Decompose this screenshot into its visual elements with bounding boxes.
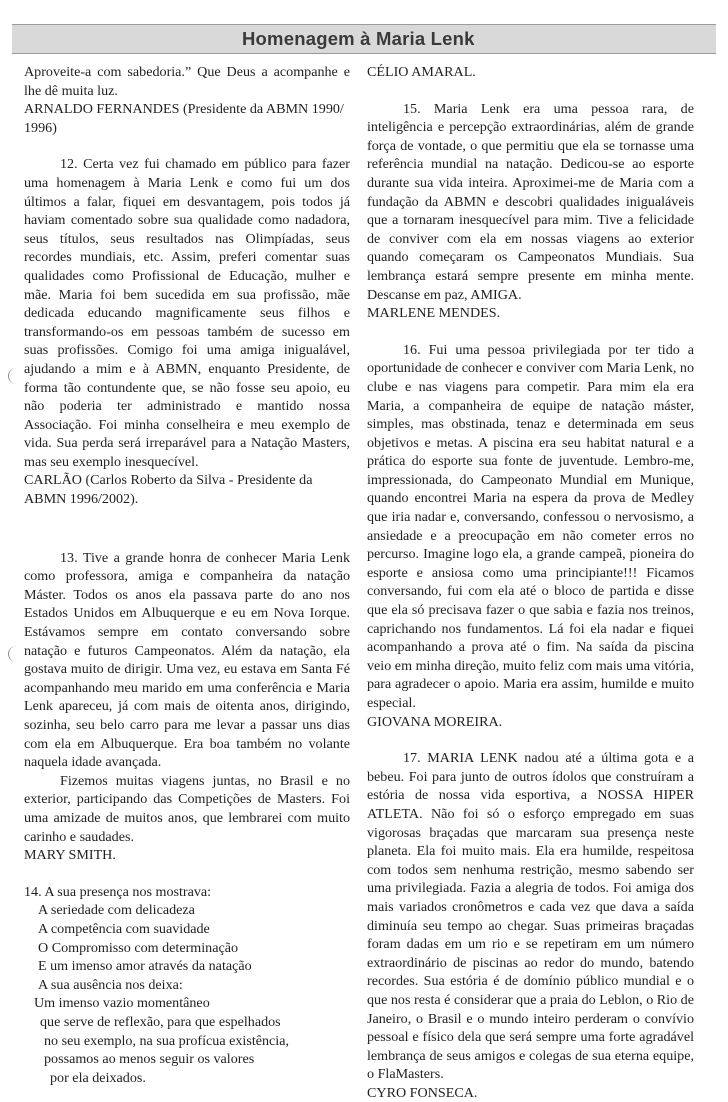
poem-line: Um imenso vazio momentâneo (34, 995, 210, 1012)
binding-mark (8, 368, 19, 384)
page-header (12, 24, 716, 54)
poem-line: O Compromisso com determinação (38, 939, 239, 956)
poem-line: que serve de reflexão, para que espelhados (40, 1013, 281, 1030)
tribute-16-signature: GIOVANA MOREIRA. (367, 713, 503, 730)
tribute-12-signature: CARLÃO (Carlos Roberto da Silva - Presidente da ABMN 1996/2002). (24, 472, 313, 508)
right-column (367, 63, 694, 1102)
tribute-15-text: 15. Maria Lenk era uma pessoa rara, de inteligência e percepção extraordinárias, além de grande força de vontade, o que permitiu que ela se tornasse uma referência mundial na natação. Dedicou-se ao esporte durante sua vida inteira. Aproximei-me de Maria com a fundação da ABMN e descobri qualidades inigualáveis que a tornaram inesquecível para mim. Tive a felicidade de conviver com ela em nossas viagens ao exterior quando começaram os Campeonatos Mundiais. Sua lembrança estará sempre presente em minha mente. Descanse em paz, AMIGA. (367, 100, 694, 303)
poem-line: E um imenso amor através da natação (38, 958, 252, 975)
tribute-14-poem (24, 883, 350, 1088)
poem-line: por ela deixados. (50, 1069, 146, 1086)
poem-line: A competência com suavidade (38, 920, 210, 937)
poem-line: possamos ao menos seguir os valores (44, 1051, 255, 1068)
poem-line: A sua ausência nos deixa: (38, 976, 183, 993)
tribute-16-text: 16. Fui uma pessoa privilegiada por ter tido a oportunidade de conhecer e conviver com Maria Lenk, no clube e nas viagens para competir. Para mim ela era Maria, a companheira de equipe de natação máster, simples, mas obstinada, tenaz e determinada em seus objetivos e metas. A piscina era seu habitat natural e a prática do esporte sua fonte de juventude. Lembro-me, impressionada, do Campeonato Mundial em Munique, quando encontrei Maria na espera da prova de Medley que iria nadar e, conversando, confessou o nervosismo, a ansiedade e a preocupação em não cometer erros no percurso. Imagine logo ela, a grande campeã, pioneira do esporte e ansiosa como uma principiante!!! Ficamos conversando, fui com ela até o bloco de partida e disse que ela só precisava fazer o que sabia e fazia nos treinos, caprichando nos fundamentos. Lá foi ela nadar e fiquei acompanhando a prova até o fim. Na saída da piscina veio em minha direção, muito feliz com mais uma vitória, para agradecer o apoio. Maria era assim, humilde e muito especial. (367, 341, 694, 711)
binding-mark (8, 646, 19, 662)
page-title: Homenagem à Maria Lenk (242, 28, 475, 49)
tribute-17-text: 17. MARIA LENK nadou até a última gota e a bebeu. Foi para junto de outros ídolos que construíram a estória de nossa vida esportiva, a NOSSA HIPER ATLETA. Não foi só o esforço empregado em suas vigorosas braçadas que marcaram sua presença neste planeta. Ela foi muito mais. Ela era humilde, respeitosa com todos sem nenhuma restrição, mesmo sabendo ser uma privilegiada. Fazia a alegria de todos. Foi amiga dos mais variados cronômetros e cada vez que dava a saída diminuía seu tempo ao chegar. Suas primeiras braçadas foram dadas em um rio e se repetiram em um número extraordinário de piscinas ao redor do mundo, batendo recordes. Sua estória é de domínio público mundial e o que nos resta é considerar que a praia do Leblon, o Rio de Janeiro, o Brasil e o mundo inteiro perderam o convívio pessoal e físico dela que será sempre uma forte agradável lembrança de seus amigos e colegas de sua eterna equipe, o FlaMasters. (367, 750, 694, 1083)
tribute-15-signature: MARLENE MENDES. (367, 305, 501, 322)
tribute-13-text-continued: Fizemos muitas viagens juntas, no Brasil e no exterior, participando das Competições de Masters. Foi uma amizade de muitos anos, que lembrarei com muito carinho e saudades. (24, 772, 350, 845)
intro-paragraph: Aproveite-a com sabedoria.” Que Deus a acompanhe e lhe dê muita luz. (24, 64, 350, 99)
intro-signature: ARNALDO FERNANDES (Presidente da ABMN 1990/ 1996) (24, 101, 344, 136)
tribute-13-signature: MARY SMITH. (24, 847, 116, 864)
tribute-13-text: 13. Tive a grande honra de conhecer Maria Lenk como professora, amiga e companheira da natação Máster. Todos os anos ela passava parte do ano nos Estados Unidos em Albuquerque e eu em Nova Iorque. Estávamos sempre em contato conversando sobre natação e futuros Campeonatos. Além da natação, ela gostava muito de dirigir. Uma vez, eu estava em Santa Fé acompanhando meu marido em uma conferência e Maria Lenk apareceu, já com mais de oitenta anos, dirigindo, sozinha, seu belo carro para me levar a passar uns dias com ela em Albuquerque. Era boa também no volante naquela idade avançada. (24, 549, 350, 771)
tribute-12-text: 12. Certa vez fui chamado em público para fazer uma homenagem à Maria Lenk e como fui um dos últimos a falar, fiquei em desvantagem, pois todos já haviam comentado sobre sua qualidade como nadadora, seus títulos, seus resultados nas Olimpíadas, seus recordes mundiais, etc. Assim, preferi comentar suas qualidades como Profissional de Educação, mulher e mãe. Maria foi bem sucedida em sua profissão, mãe dedicada educando magnificamente seus filhos e transformando-os em pessoas também de sucesso em suas profissões. Comigo foi uma amiga inigualável, ajudando a mim e à ABMN, enquanto Presidente, de forma tão contundente que, se não fosse seu apoio, eu não poderia ter administrado e mantido nossa Associação. Foi minha conselheira e meu exemplo de vida. Sua perda será irreparável para a Natação Masters, mas seu exemplo inesquecível. (24, 156, 350, 470)
tribute-17-signature: CYRO FONSECA. (367, 1084, 478, 1101)
poem-line: no seu exemplo, na sua profícua existência, (44, 1032, 289, 1049)
poem-line: A seriedade com delicadeza (38, 902, 195, 919)
celio-signature: CÉLIO AMARAL. (367, 64, 476, 80)
poem-line: 14. A sua presença nos mostrava: (24, 883, 212, 900)
left-column (24, 63, 350, 1087)
